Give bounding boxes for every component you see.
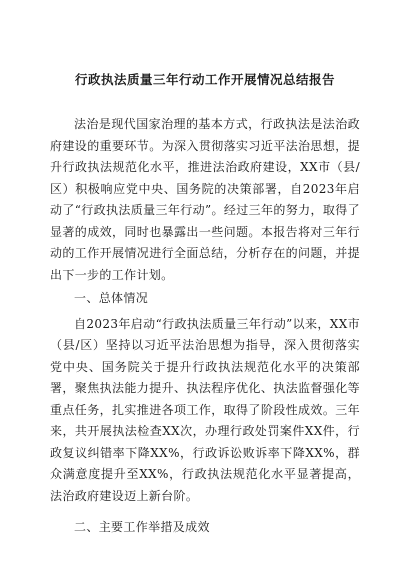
section-2-heading: 二、主要工作举措及成效 (74, 520, 210, 534)
section-1-heading: 一、总体情况 (74, 291, 149, 305)
document-title: 行政执法质量三年行动工作开展情况总结报告 (74, 72, 335, 87)
intro-paragraph: 法治是现代国家治理的基本方式，行政执法是法治政府建设的重要环节。为深入贯彻落实习近平法治思想，提升行政执法规范化水平，推进法治政府建设，XX市（县/区）积极响应党中央、国务院的决策部署，自2023年启动了“行政执法质量三年行动”。经过三年的努力，取得了显著的成效，同时也暴露出一些问题。本报告将对三年行动的工作开展情况进行全面总结，分析存在的问题，并提出下一步的工作计划。 (50, 117, 360, 282)
section-1-paragraph: 自2023年启动“行政执法质量三年行动”以来，XX市（县/区）坚持以习近平法治思想为指导，深入贯彻落实党中央、国务院关于提升行政执法规范化水平的决策部署，聚焦执法能力提升、执法程序优化、执法监督强化等重点任务，扎实推进各项工作，取得了阶段性成效。三年来，共开展执法检查XX次，办理行政处罚案件XX件，行政复议纠错率下降XX%，行政诉讼败诉率下降XX%，群众满意度提升至XX%，行政执法规范化水平显著提高，法治政府建设迈上新台阶。 (50, 316, 360, 503)
